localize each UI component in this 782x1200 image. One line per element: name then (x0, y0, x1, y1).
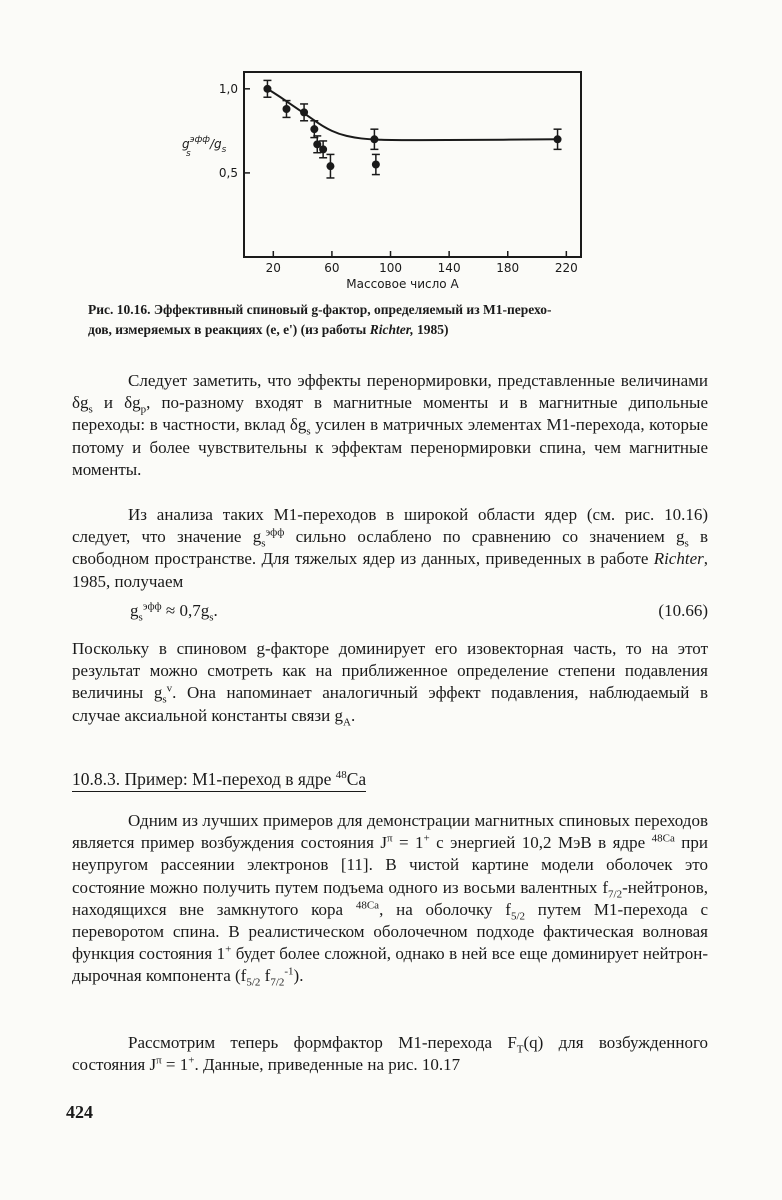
paragraph-2 (72, 504, 708, 593)
data-point (282, 105, 290, 113)
para5-text: Рассмотрим теперь формфактор M1-перехода $F_T(q)$ для возбужденного состояния $J^\pi = 1^+$. Данные, приведенные на рис. 10.17 (72, 1033, 708, 1075)
x-tick-label: 180 (496, 261, 520, 275)
x-tick-label: 20 (265, 261, 281, 275)
paragraph-1 (72, 370, 708, 481)
plot-frame (244, 72, 581, 257)
section-heading (72, 768, 366, 792)
paragraph-3 (72, 638, 708, 727)
figure-caption (88, 300, 708, 340)
x-tick-label: 60 (324, 261, 340, 275)
caption-label: Рис. 10.16. (88, 302, 151, 317)
y-axis-label: $g^{эфф}/g_ss$ (182, 135, 227, 159)
para1-text: Следует заметить, что эффекты перенормировки, представленные величинами $\delta g_s$ и $\delta g_p$, по-разному входят в магнитные моменты и в магнитные дипольные переходы: в частности, вклад $\delta g_s$ усилен в матричных элементах M1-перехода, которые потому и более чувствительны к эффектам перенормировки спина, чем магнитные моменты. (72, 371, 709, 479)
y-tick-label: 1,0 (218, 81, 238, 96)
paragraph-5 (72, 1032, 708, 1076)
caption-text: Эффективный спиновый g-фактор, определяемый из M1-перехо- (153, 302, 552, 317)
x-axis-label: Массовое число A (346, 277, 459, 291)
section-title: Пример: M1-переход в ядре (124, 769, 332, 789)
paragraph-4 (72, 810, 708, 988)
equation-expr: $g_s^{эфф} \approx 0,7g_s$. (130, 600, 218, 624)
page-number: 424 (66, 1102, 93, 1122)
y-tick-label: 0,5 (218, 165, 238, 180)
para3-text: Поскольку в спиновом g-факторе доминирует его изовекторная часть, то на этот результат можно смотреть как на приближенное определение степени подавления величины $g_s^v$. Она напоминает аналогичный эффект подавления, наблюдаемый в случае аксиальной константы связи $g_A$. (72, 639, 708, 728)
caption-line2: дов, измеряемых в реакциях (e, e') (из работы (88, 322, 367, 337)
x-tick-label: 140 (437, 261, 461, 275)
spin-g-factor-chart (0, 0, 782, 300)
x-tick-label: 100 (379, 261, 402, 275)
nucleus-symbol: Ca (346, 769, 367, 789)
data-point (319, 145, 327, 153)
caption-author: Richter, (369, 322, 414, 337)
section-number: 10.8.3. (72, 769, 121, 789)
nucleus-mass: 48 (335, 769, 347, 782)
data-point (326, 162, 334, 170)
para2-text: Из анализа таких M1-переходов в широкой области ядер (см. рис. 10.16) следует, что значение $g_s^{эфф}$ сильно ослаблено по сравнению со значением $g_s$ в свободном пространстве. Для тяжелых ядер из данных, приведенных в работе Richter, 1985, получаем (72, 505, 709, 591)
data-point (310, 125, 318, 133)
data-point (554, 135, 562, 143)
para4-text: Одним из лучших примеров для демонстрации магнитных спиновых переходов является пример возбуждения состояния $J^\pi = 1^+$ с энергией 10,2 МэВ в ядре $^{48Ca}$ при неупругом рассеянии электронов [11]. В чистой картине модели оболочек это состояние можно получить путем подъема одного из восьми валентных $f_{7/2}$-нейтронов, находящихся вне замкнутого кора $^{48Ca}$, на оболочку $f_{5/2}$ путем M1-перехода с переворотом спина. В реалистическом оболочечном подходе фактическая волновая функция состояния 1+ будет более сложной, однако в ней все еще доминирует нейтрон-дырочная компонента ($f_{5/2}$ $f_{7/2}^{-1}$). (72, 811, 709, 989)
data-point (300, 108, 308, 116)
data-point (370, 135, 378, 143)
fit-curve (267, 89, 557, 140)
x-tick-label: 220 (554, 261, 578, 275)
caption-year: 1985) (416, 322, 449, 337)
equation-number: (10.66) (658, 601, 708, 620)
equation-10-66 (130, 600, 708, 622)
data-point (372, 161, 380, 169)
data-point (263, 85, 271, 93)
